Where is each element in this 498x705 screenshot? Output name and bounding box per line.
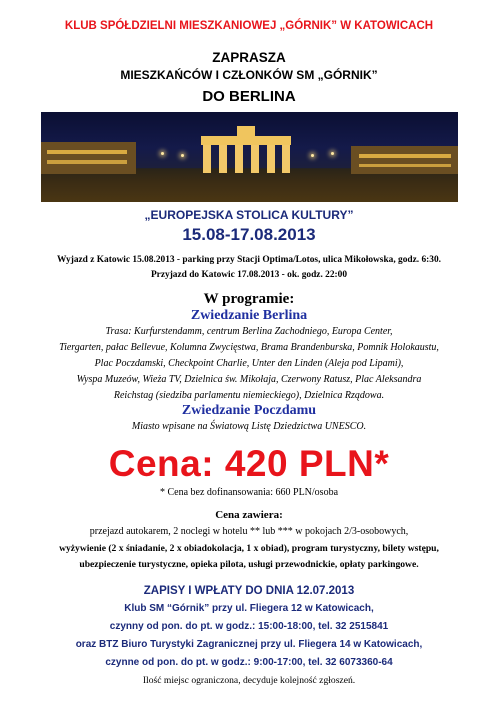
berlin-route-line: Tiergarten, pałac Bellevue, Kolumna Zwycięstwa, Brama Brandenburska, Pomnik Holokaustu, [59,342,439,353]
includes-heading: Cena zawiera: [215,509,283,521]
berlin-title: Zwiedzanie Berlina [190,308,308,323]
gate-column-4 [251,145,259,173]
departure-info: Wyjazd z Katowic 15.08.2013 - parking przy Stacji Optima/Lotos, ulica Mikołowska, godz. 6:30. [56,255,442,265]
brandenburg-gate-photo [41,112,458,202]
includes-line: przejazd autokarem, 2 noclegi w hotelu ** lub *** w pokojach 2/3-osobowych, [89,526,409,537]
gate-column-2 [219,145,227,173]
invite-line-2: MIESZKAŃCÓW I CZŁONKÓW SM „GÓRNIK” [120,68,378,82]
left-building [41,142,136,174]
arrival-info: Przyjazd do Katowic 17.08.2013 - ok. godz. 22:00 [150,270,348,280]
berlin-route-line: Plac Poczdamski, Checkpoint Charlie, Unter den Linden (Aleja pod Lipami), [94,358,404,369]
left-windows-lower [47,160,127,164]
potsdam-note: Miasto wpisane na Światową Listę Dziedzictwa UNESCO. [131,421,367,432]
street-light [161,152,164,155]
right-windows-lower [359,164,451,167]
berlin-route-line: Wyspa Muzeów, Wieża TV, Dzielnica św. Mikołaja, Czerwony Ratusz, Plac Aleksandra [76,374,422,385]
includes-line: ubezpieczenie turystyczne, opieka pilota, usługi przewodnickie, opłaty parkingowe. [79,559,419,570]
club-title: KLUB SPÓŁDZIELNI MIESZKANIOWEJ „GÓRNIK” W KATOWICACH [64,20,434,32]
price-footnote: * Cena bez dofinansowania: 660 PLN/osoba [159,487,339,498]
invite-line-1: ZAPRASZA [212,50,286,65]
invite-line-3: DO BERLINA [202,88,296,105]
registration-heading: ZAPISY I WPŁATY DO DNIA 12.07.2013 [143,585,355,597]
program-heading: W programie: [203,291,295,307]
left-windows-upper [47,150,127,154]
registration-line: oraz BTZ Biuro Turystyki Zagranicznej przy ul. Fliegera 14 w Katowicach, [75,639,423,650]
right-windows-upper [359,154,451,158]
price-main: Cena: 420 PLN* [108,443,390,484]
trip-dates: 15.08-17.08.2013 [182,225,316,244]
includes-line: wyżywienie (2 x śniadanie, 2 x obiadokolacja, 1 x obiad), program turystyczny, bilety wstępu, [59,543,439,554]
street-light [181,154,184,157]
trip-slogan: „EUROPEJSKA STOLICA KULTURY” [144,208,354,222]
right-building [351,146,458,174]
gate-attic [201,136,291,145]
gate-column-5 [267,145,275,173]
registration-line: czynne od pon. do pt. w godz.: 9:00-17:00, tel. 32 6073360-64 [105,657,393,668]
gate-column-3 [235,145,243,173]
registration-note: Ilość miejsc ograniczona, decyduje kolejność zgłoszeń. [142,675,356,686]
gate-quadriga [237,126,255,136]
berlin-route-line: Trasa: Kurfurstendamm, centrum Berlina Zachodniego, Europa Center, [105,326,393,337]
gate-column-1 [203,145,211,173]
berlin-route-line: Reichstag (siedziba parlamentu niemieckiego), Dzielnica Rządowa. [113,390,385,401]
street-light [311,154,314,157]
registration-line: czynny od pon. do pt. w godz.: 15:00-18:00, tel. 32 2515841 [109,621,389,632]
potsdam-title: Zwiedzanie Poczdamu [181,403,317,418]
gate-column-6 [282,145,290,173]
street-light [331,152,334,155]
registration-line: Klub SM “Górnik” przy ul. Fliegera 12 w Katowicach, [124,603,374,614]
